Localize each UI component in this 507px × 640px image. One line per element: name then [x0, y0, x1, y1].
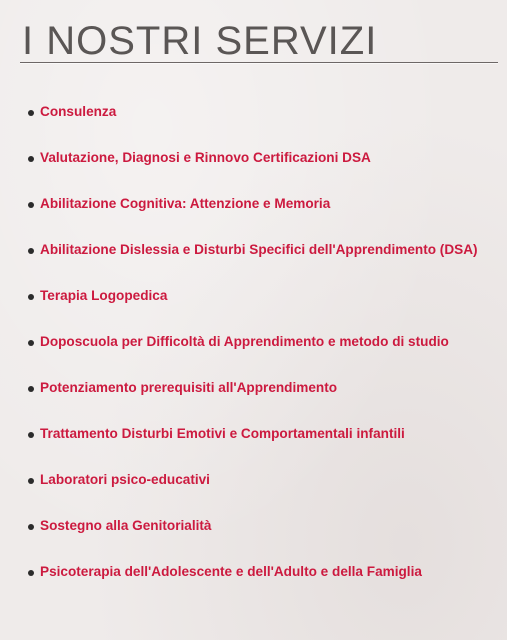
service-item-potenziamento[interactable] — [28, 376, 337, 398]
service-item-consulenza[interactable] — [28, 100, 116, 122]
service-item-psicoterapia[interactable] — [28, 560, 422, 582]
bullet-icon — [28, 156, 34, 162]
service-link[interactable]: Doposcuola per Difficoltà di Apprendimento e metodo di studio — [40, 333, 449, 349]
service-link[interactable]: Consulenza — [40, 103, 117, 119]
service-link[interactable]: Laboratori psico-educativi — [40, 471, 210, 487]
bullet-icon — [28, 248, 34, 254]
service-link[interactable]: Terapia Logopedica — [40, 287, 168, 303]
service-link[interactable]: Abilitazione Dislessia e Disturbi Specifici dell'Apprendimento (DSA) — [40, 241, 478, 257]
service-item-terapia-logopedica[interactable] — [28, 284, 167, 306]
service-item-abilitazione-dislessia[interactable] — [28, 238, 478, 260]
bullet-icon — [28, 478, 34, 484]
service-link[interactable]: Potenziamento prerequisiti all'Apprendimento — [40, 379, 338, 395]
bullet-icon — [28, 432, 34, 438]
service-item-laboratori[interactable] — [28, 468, 210, 490]
bullet-icon — [28, 294, 34, 300]
title-divider — [20, 62, 498, 63]
service-item-doposcuola[interactable] — [28, 330, 449, 352]
service-link[interactable]: Sostegno alla Genitorialità — [40, 517, 212, 533]
bullet-icon — [28, 386, 34, 392]
service-item-abilitazione-cognitiva[interactable] — [28, 192, 330, 214]
service-item-sostegno[interactable] — [28, 514, 211, 536]
bullet-icon — [28, 570, 34, 576]
bullet-icon — [28, 202, 34, 208]
bullet-icon — [28, 110, 34, 116]
service-link[interactable]: Valutazione, Diagnosi e Rinnovo Certificazioni DSA — [40, 149, 371, 165]
service-link[interactable]: Trattamento Disturbi Emotivi e Comportamentali infantili — [40, 425, 405, 441]
bullet-icon — [28, 524, 34, 530]
service-link[interactable]: Abilitazione Cognitiva: Attenzione e Memoria — [40, 195, 331, 211]
service-link[interactable]: Psicoterapia dell'Adolescente e dell'Adulto e della Famiglia — [40, 563, 422, 579]
service-item-valutazione[interactable] — [28, 146, 371, 168]
bullet-icon — [28, 340, 34, 346]
page-title: I NOSTRI SERVIZI — [22, 19, 378, 63]
service-item-trattamento[interactable] — [28, 422, 405, 444]
